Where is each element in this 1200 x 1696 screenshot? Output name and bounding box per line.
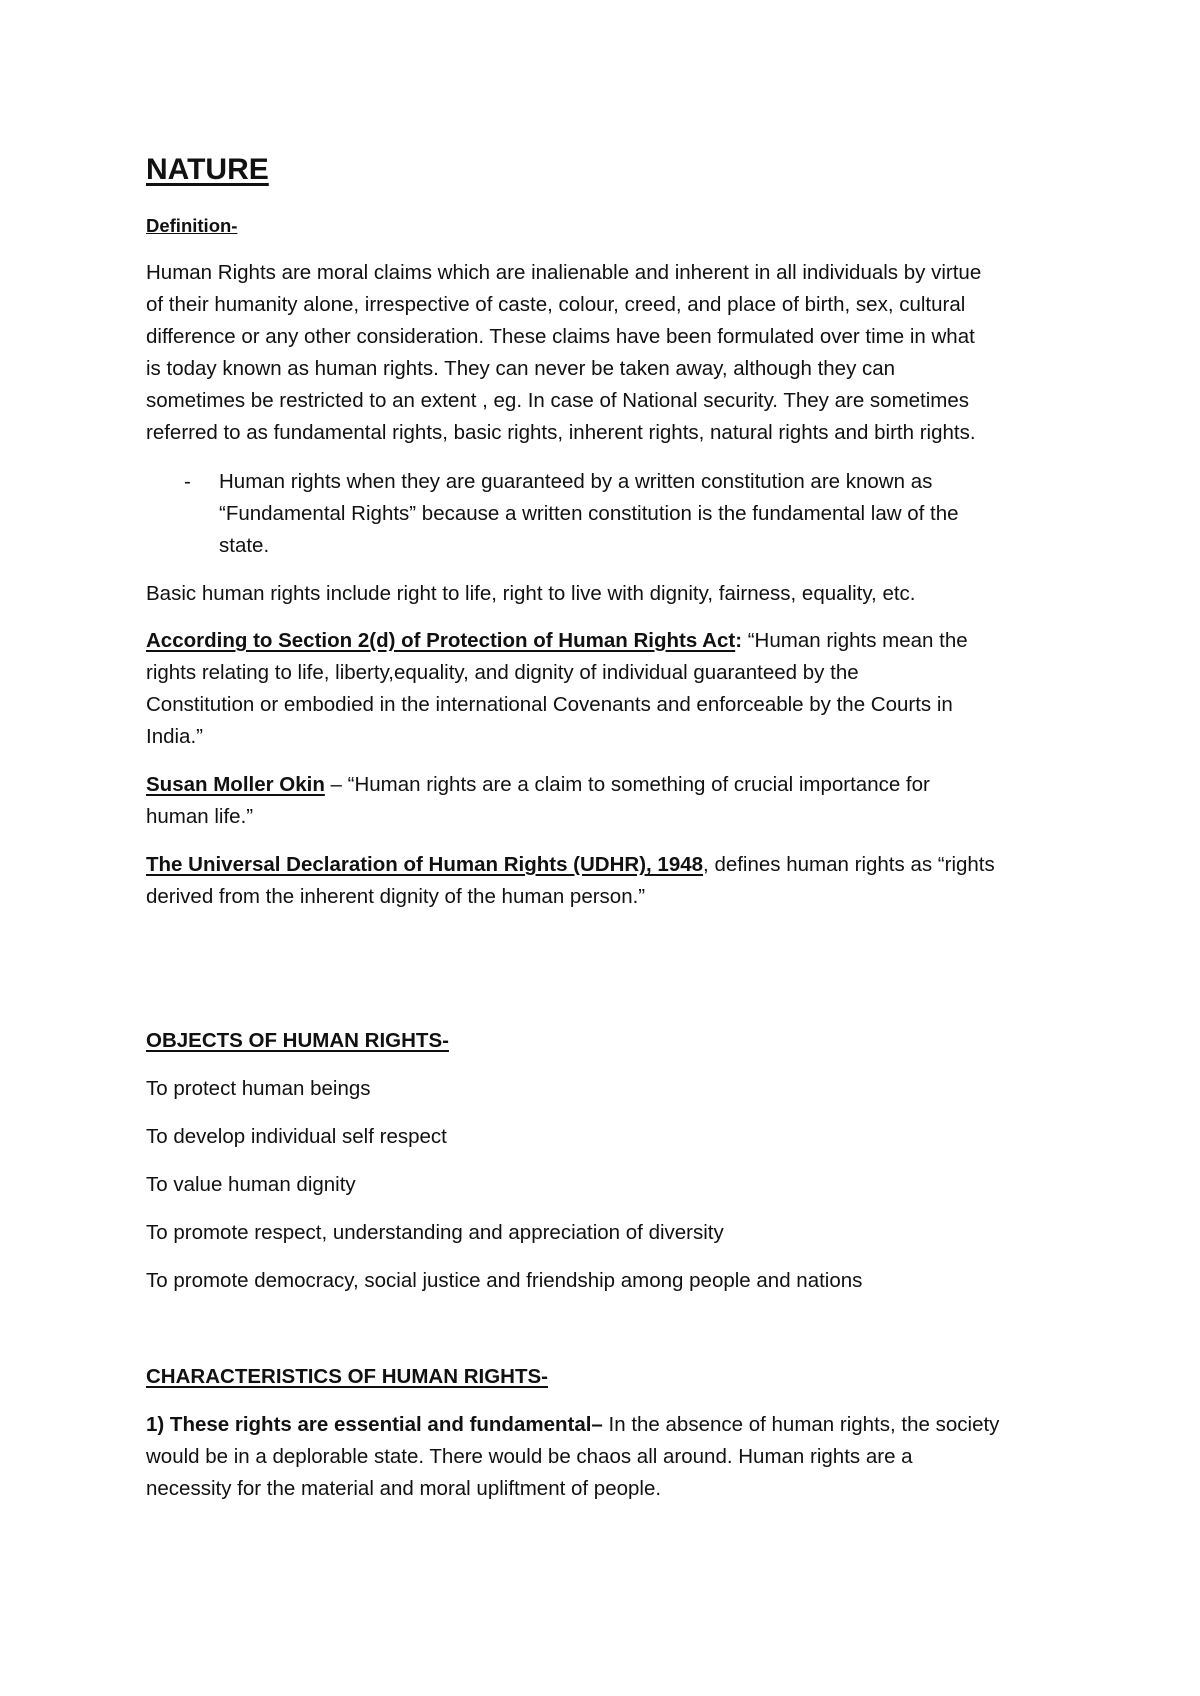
udhr-line: derived from the inherent dignity of the human person.” bbox=[146, 885, 646, 908]
udhr-label: The Universal Declaration of Human Rights (UDHR), 1948 bbox=[146, 853, 704, 876]
list-item: To develop individual self respect bbox=[146, 1125, 447, 1148]
definition-line: of their humanity alone, irrespective of caste, colour, creed, and place of birth, sex, cultural bbox=[146, 293, 966, 316]
okin-quote-start: – “Human rights are a claim to something of crucial importance for bbox=[324, 773, 930, 796]
definition-line: Human Rights are moral claims which are inalienable and inherent in all individuals by virtue bbox=[146, 261, 982, 284]
characteristic-line: would be in a deplorable state. There would be chaos all around. Human rights are a bbox=[146, 1445, 913, 1468]
section-2d-quote-start: “Human rights mean the bbox=[742, 629, 968, 652]
okin-line: human life.” bbox=[146, 805, 254, 828]
objects-heading: OBJECTS OF HUMAN RIGHTS- bbox=[146, 1029, 449, 1052]
list-item: To promote respect, understanding and appreciation of diversity bbox=[146, 1221, 724, 1244]
bullet-line: “Fundamental Rights” because a written constitution is the fundamental law of the bbox=[219, 502, 959, 525]
list-item: To promote democracy, social justice and friendship among people and nations bbox=[146, 1269, 863, 1292]
okin-label: Susan Moller Okin bbox=[146, 773, 325, 796]
bullet-dash: - bbox=[184, 470, 191, 493]
nature-heading: NATURE bbox=[146, 153, 269, 186]
definition-line: sometimes be restricted to an extent , eg. In case of National security. They are sometimes bbox=[146, 389, 970, 412]
characteristic-label: 1) These rights are essential and fundamental– bbox=[146, 1413, 603, 1436]
list-item: To protect human beings bbox=[146, 1077, 371, 1100]
section-2d-label: According to Section 2(d) of Protection of Human Rights Act bbox=[146, 629, 736, 652]
definition-line: is today known as human rights. They can never be taken away, although they can bbox=[146, 357, 896, 380]
definition-line: difference or any other consideration. These claims have been formulated over time in what bbox=[146, 325, 975, 348]
section-2d-line: India.” bbox=[146, 725, 203, 748]
section-2d-line: rights relating to life, liberty,equality, and dignity of individual guaranteed by the bbox=[146, 661, 859, 684]
section-2d-line: Constitution or embodied in the international Covenants and enforceable by the Courts in bbox=[146, 693, 953, 716]
characteristic-text-start: In the absence of human rights, the society bbox=[602, 1413, 1000, 1436]
characteristics-heading: CHARACTERISTICS OF HUMAN RIGHTS- bbox=[146, 1365, 549, 1388]
definition-heading: Definition- bbox=[146, 215, 238, 236]
udhr-quote-start: , defines human rights as “rights bbox=[703, 853, 995, 876]
basic-rights-text: Basic human rights include right to life, right to live with dignity, fairness, equality, etc. bbox=[146, 582, 916, 605]
characteristic-line: necessity for the material and moral upliftment of people. bbox=[146, 1477, 662, 1500]
section-2d-colon: : bbox=[735, 629, 743, 652]
bullet-line: Human rights when they are guaranteed by a written constitution are known as bbox=[219, 470, 933, 493]
definition-line: referred to as fundamental rights, basic rights, inherent rights, natural rights and birth rights. bbox=[146, 421, 976, 444]
list-item: To value human dignity bbox=[146, 1173, 356, 1196]
bullet-line: state. bbox=[219, 534, 270, 557]
